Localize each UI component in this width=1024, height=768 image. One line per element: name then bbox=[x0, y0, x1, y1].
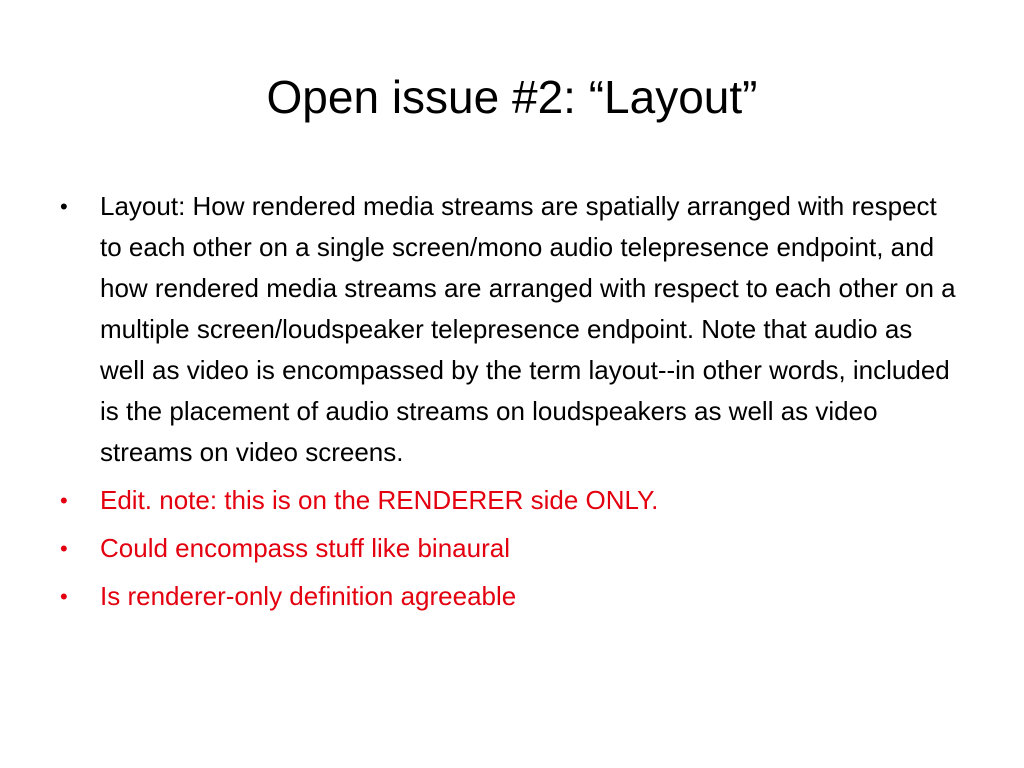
bullet-icon: • bbox=[60, 488, 68, 513]
bullet-icon: • bbox=[60, 584, 68, 609]
bullet-text: Edit. note: this is on the RENDERER side ONLY. bbox=[100, 485, 659, 515]
bullet-text: Is renderer-only definition agreeable bbox=[100, 581, 517, 611]
bullet-text: Layout: How rendered media streams are spatially arranged with respect to each other on a single screen/mono audio telepresence endpoint, and how rendered media streams are arranged with respect to each other on a multiple screen/loudspeaker telepresence endpoint. Note that audio as well as video is encompassed by the term layout--in other words, included is the placement of audio streams on loudspeakers as well as video streams on video screens. bbox=[100, 191, 956, 467]
bullet-list bbox=[60, 186, 960, 624]
bullet-item-question bbox=[60, 576, 960, 617]
bullet-item-binaural bbox=[60, 528, 960, 569]
bullet-text: Could encompass stuff like binaural bbox=[100, 533, 510, 563]
bullet-icon: • bbox=[60, 536, 68, 561]
bullet-item-edit-note bbox=[60, 480, 960, 521]
bullet-item-definition bbox=[60, 186, 960, 473]
slide-title: Open issue #2: “Layout” bbox=[266, 71, 758, 123]
bullet-icon: • bbox=[60, 194, 68, 219]
